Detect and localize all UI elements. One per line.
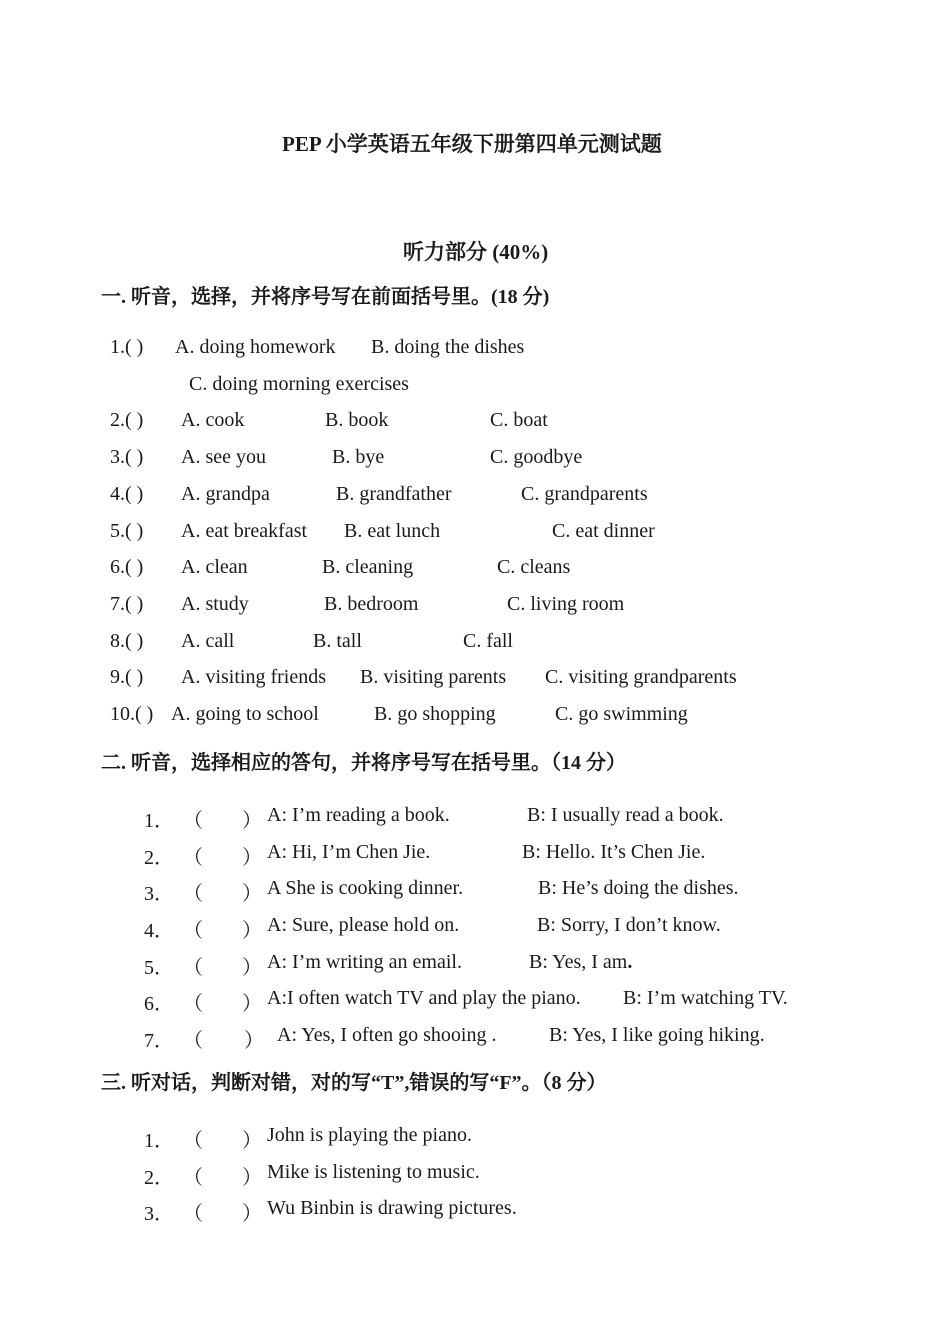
answer-bracket-open: （	[183, 883, 203, 905]
option-a: A. cook	[181, 409, 245, 431]
answer-bracket-close: ）	[242, 920, 262, 942]
option-b: B. bye	[332, 446, 385, 468]
question-number: 7．	[144, 1030, 174, 1052]
answer-bracket-open: （	[183, 1130, 203, 1152]
option-c: C. eat dinner	[552, 520, 655, 542]
option-c: C. cleans	[497, 556, 571, 578]
section2-heading: 二. 听音，选择相应的答句，并将序号写在括号里。（14 分）	[101, 752, 626, 774]
question-number: 6．	[144, 993, 174, 1015]
option-a: A. eat breakfast	[181, 520, 308, 542]
part-title: 听力部分 (40%)	[403, 240, 549, 264]
answer-bracket-open: （	[183, 810, 203, 832]
option-b: B. cleaning	[322, 556, 414, 578]
section1-heading: 一. 听音，选择，并将序号写在前面括号里。(18 分)	[101, 286, 550, 308]
option-b	[529, 951, 632, 974]
statement-text: Mike is listening to music.	[267, 1161, 480, 1183]
answer-bracket-open: （	[183, 920, 203, 942]
option-a: A: I’m reading a book.	[267, 804, 450, 826]
option-b: B. book	[325, 409, 389, 431]
question-number: 1．	[144, 810, 174, 832]
answer-bracket-close: ）	[242, 993, 262, 1015]
answer-bracket-open: （	[183, 993, 203, 1015]
option-a: A. see you	[181, 446, 266, 468]
answer-bracket-open: （	[183, 1203, 203, 1225]
option-b: B. visiting parents	[360, 666, 507, 688]
option-c: C. goodbye	[490, 446, 583, 468]
option-a: A:I often watch TV and play the piano.	[267, 987, 581, 1009]
question-number: 3．	[144, 1203, 174, 1225]
option-b: B. bedroom	[324, 593, 419, 615]
answer-bracket-open: （	[183, 1167, 203, 1189]
question-number: 4.( )	[110, 483, 144, 505]
option-a: A. grandpa	[181, 483, 270, 505]
answer-bracket-close: ）	[242, 1130, 262, 1152]
question-number: 3.( )	[110, 446, 144, 468]
option-a: A. clean	[181, 556, 248, 578]
option-a: A She is cooking dinner.	[267, 877, 464, 899]
page-title: PEP 小学英语五年级下册第四单元测试题	[282, 132, 662, 156]
option-b: B: I usually read a book.	[527, 804, 724, 826]
question-number: 3．	[144, 883, 174, 905]
question-number: 8.( )	[110, 630, 144, 652]
option-a: A. study	[181, 593, 249, 615]
option-a: A: Hi, I’m Chen Jie.	[267, 841, 431, 863]
option-c: C. fall	[463, 630, 513, 652]
question-number: 9.( )	[110, 666, 144, 688]
question-number: 6.( )	[110, 556, 144, 578]
answer-bracket-open: （	[183, 847, 203, 869]
option-a: A: I’m writing an email.	[267, 951, 462, 973]
answer-bracket-close: ）	[242, 1167, 262, 1189]
answer-bracket-open: （	[183, 1030, 203, 1052]
option-b: B. doing the dishes	[371, 336, 525, 358]
section3-heading: 三. 听对话，判断对错，对的写“T”,错误的写“F”。（8 分）	[101, 1072, 607, 1094]
answer-bracket-close: ）	[242, 847, 262, 869]
option-c: C. doing morning exercises	[189, 373, 409, 395]
option-b: B: Hello. It’s Chen Jie.	[522, 841, 706, 863]
statement-text: John is playing the piano.	[267, 1124, 472, 1146]
option-b: B. grandfather	[336, 483, 452, 505]
option-b: B: Sorry, I don’t know.	[537, 914, 721, 936]
answer-bracket-close: ）	[242, 957, 262, 979]
option-b: B: I’m watching TV.	[623, 987, 788, 1009]
option-c: C. visiting grandparents	[545, 666, 737, 688]
question-number: 4．	[144, 920, 174, 942]
question-number: 2.( )	[110, 409, 144, 431]
question-number: 2．	[144, 847, 174, 869]
question-number: 1．	[144, 1130, 174, 1152]
option-c: C. grandparents	[521, 483, 648, 505]
question-number: 2．	[144, 1167, 174, 1189]
option-a: A. doing homework	[175, 336, 336, 358]
option-a: A: Yes, I often go shooing .	[277, 1024, 497, 1046]
option-b: B: He’s doing the dishes.	[538, 877, 739, 899]
question-number: 7.( )	[110, 593, 144, 615]
option-a: A. call	[181, 630, 235, 652]
option-c: C. living room	[507, 593, 625, 615]
question-number: 5．	[144, 957, 174, 979]
option-b: B. go shopping	[374, 703, 496, 725]
answer-bracket-close: ）	[244, 1030, 264, 1052]
option-b-period: .	[627, 951, 633, 973]
option-b: B. eat lunch	[344, 520, 441, 542]
question-number: 5.( )	[110, 520, 144, 542]
option-a: A. visiting friends	[181, 666, 326, 688]
option-a: A. going to school	[171, 703, 319, 725]
option-c: C. boat	[490, 409, 548, 431]
question-number: 10.( )	[110, 703, 154, 725]
option-b: B: Yes, I like going hiking.	[549, 1024, 765, 1046]
option-a: A: Sure, please hold on.	[267, 914, 460, 936]
answer-bracket-open: （	[183, 957, 203, 979]
statement-text: Wu Binbin is drawing pictures.	[267, 1197, 517, 1219]
option-b: B. tall	[313, 630, 362, 652]
question-number: 1.( )	[110, 336, 144, 358]
answer-bracket-close: ）	[242, 1203, 262, 1225]
option-b-text: B: Yes, I am	[529, 951, 628, 973]
answer-bracket-close: ）	[242, 883, 262, 905]
answer-bracket-close: ）	[242, 810, 262, 832]
option-c: C. go swimming	[555, 703, 688, 725]
